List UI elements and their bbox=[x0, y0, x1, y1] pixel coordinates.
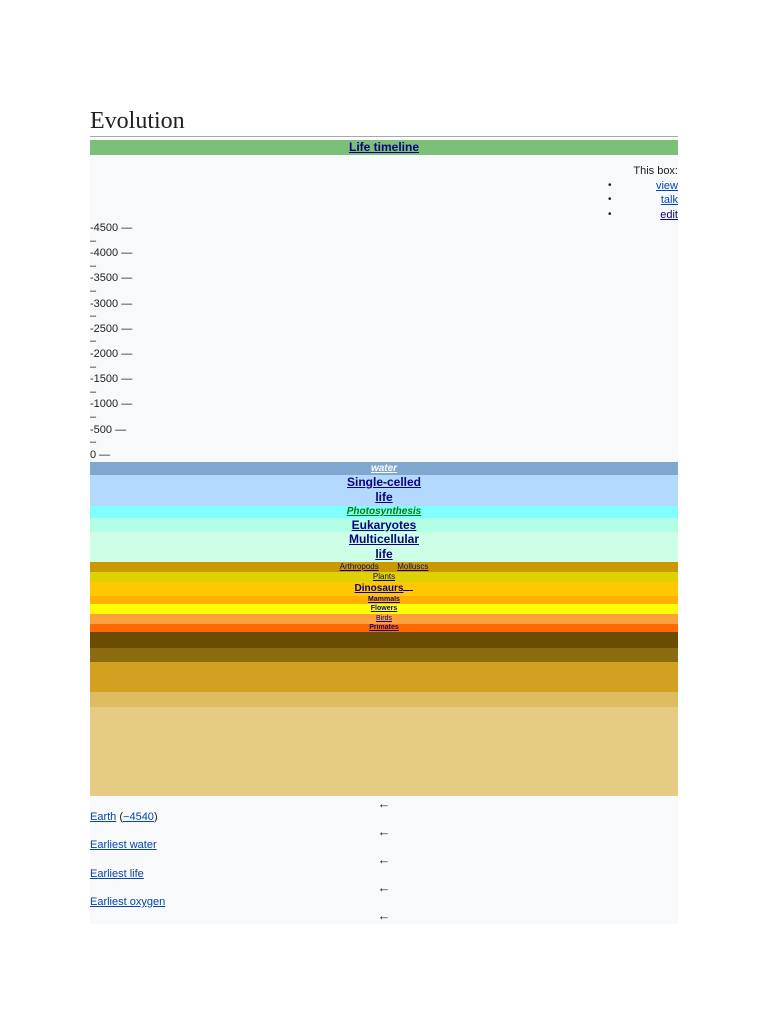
dinosaurs-link[interactable]: Dinosaurs bbox=[354, 583, 404, 594]
multicellular-link[interactable]: Multicellular bbox=[348, 532, 419, 546]
mammals-link[interactable]: Mammals bbox=[368, 596, 400, 603]
molluscs-link[interactable]: Molluscs bbox=[397, 562, 429, 571]
axis-tick: -4000 — bbox=[90, 247, 133, 260]
navbox-item-view bbox=[608, 179, 678, 194]
navbox-item-edit bbox=[608, 208, 678, 223]
band-birds bbox=[90, 614, 678, 624]
event-earth: Earth (−4540) bbox=[90, 811, 158, 823]
navbox-talk-link[interactable]: talk bbox=[660, 194, 678, 206]
earth-link[interactable]: Earth bbox=[90, 811, 117, 823]
timeline-header bbox=[90, 140, 678, 155]
navbox-label: This box: bbox=[633, 165, 678, 177]
band-photosynthesis bbox=[90, 506, 678, 518]
axis-minor-tick: – bbox=[90, 284, 97, 297]
birds-link[interactable]: Birds bbox=[376, 615, 392, 622]
axis-minor-tick: – bbox=[90, 234, 97, 247]
axis-minor-tick: – bbox=[90, 360, 97, 373]
multicellular-link-2[interactable]: life bbox=[375, 547, 393, 561]
plants-link[interactable]: Plants bbox=[372, 572, 396, 581]
axis-tick: -2500 — bbox=[90, 322, 133, 335]
axis-tick: -500 — bbox=[90, 423, 127, 436]
page-title: Evolution bbox=[90, 108, 185, 134]
band-arthropods-molluscs bbox=[90, 562, 678, 572]
band-multicellular-life bbox=[90, 532, 678, 562]
earliest-life-link[interactable]: Earliest life bbox=[90, 868, 144, 880]
life-timeline-box bbox=[90, 140, 678, 924]
left-arrow-icon: ← bbox=[377, 796, 391, 811]
event-earliest-oxygen bbox=[90, 895, 165, 909]
axis-minor-tick: – bbox=[90, 259, 97, 272]
band-dinosaurs bbox=[90, 582, 678, 596]
earth-age-link[interactable]: −4540 bbox=[123, 811, 154, 823]
band-single-celled-life bbox=[90, 475, 678, 506]
axis-tick: -3500 — bbox=[90, 272, 133, 285]
axis-minor-tick: – bbox=[90, 335, 97, 348]
bullet-icon: • bbox=[608, 194, 612, 205]
band-hadean bbox=[90, 707, 678, 796]
band-proterozoic-dark bbox=[90, 648, 678, 662]
bullet-icon: • bbox=[608, 208, 612, 220]
eukaryotes-link[interactable]: Eukaryotes bbox=[351, 518, 417, 532]
navbox bbox=[608, 164, 678, 222]
primates-link[interactable]: Primates bbox=[369, 624, 399, 631]
band-archean-light bbox=[90, 692, 678, 707]
bullet-icon: • bbox=[608, 179, 612, 191]
axis-minor-tick: – bbox=[90, 410, 97, 423]
navbox-view-link[interactable]: view bbox=[655, 179, 678, 192]
timeline-header-link[interactable]: Life timeline bbox=[348, 140, 419, 154]
band-eukaryotes bbox=[90, 518, 678, 532]
water-link[interactable]: water bbox=[370, 463, 398, 474]
single-celled-link[interactable]: Single-celled bbox=[346, 475, 422, 489]
single-celled-link-2[interactable]: life bbox=[375, 490, 393, 504]
axis-tick: -1500 — bbox=[90, 373, 133, 386]
earliest-oxygen-link[interactable]: Earliest oxygen bbox=[90, 896, 166, 908]
axis-minor-tick: – bbox=[90, 385, 97, 398]
time-axis bbox=[90, 222, 132, 461]
band-proterozoic bbox=[90, 662, 678, 692]
axis-tick: -1000 — bbox=[90, 398, 133, 411]
axis-tick: -4500 — bbox=[90, 222, 133, 234]
event-earliest-life bbox=[90, 867, 144, 881]
axis-minor-tick: – bbox=[90, 310, 97, 323]
band-water bbox=[90, 462, 678, 475]
axis-minor-tick: – bbox=[90, 436, 97, 449]
flowers-link[interactable]: Flowers bbox=[370, 605, 398, 612]
event-earliest-water bbox=[90, 838, 157, 852]
earliest-water-link[interactable]: Earliest water bbox=[90, 839, 157, 851]
arthropods-link[interactable]: Arthropods bbox=[339, 562, 379, 571]
navbox-item-talk bbox=[608, 193, 678, 208]
band-phanerozoic bbox=[90, 632, 678, 648]
band-mammals bbox=[90, 596, 678, 604]
left-arrow-icon: ← bbox=[377, 824, 391, 839]
photosynthesis-link[interactable]: Photosynthesis bbox=[346, 506, 422, 517]
left-arrow-icon: ← bbox=[377, 852, 391, 867]
navbox-links bbox=[608, 179, 678, 223]
title-divider bbox=[90, 136, 678, 137]
band-primates bbox=[90, 624, 678, 632]
band-plants bbox=[90, 572, 678, 582]
navbox-edit-link[interactable]: edit bbox=[660, 208, 678, 221]
left-arrow-icon: ← bbox=[377, 880, 391, 895]
axis-tick: 0 — bbox=[90, 448, 111, 461]
band-flowers bbox=[90, 604, 678, 614]
left-arrow-icon: ← bbox=[377, 908, 391, 923]
axis-tick: -2000 — bbox=[90, 347, 133, 360]
axis-tick: -3000 — bbox=[90, 297, 133, 310]
